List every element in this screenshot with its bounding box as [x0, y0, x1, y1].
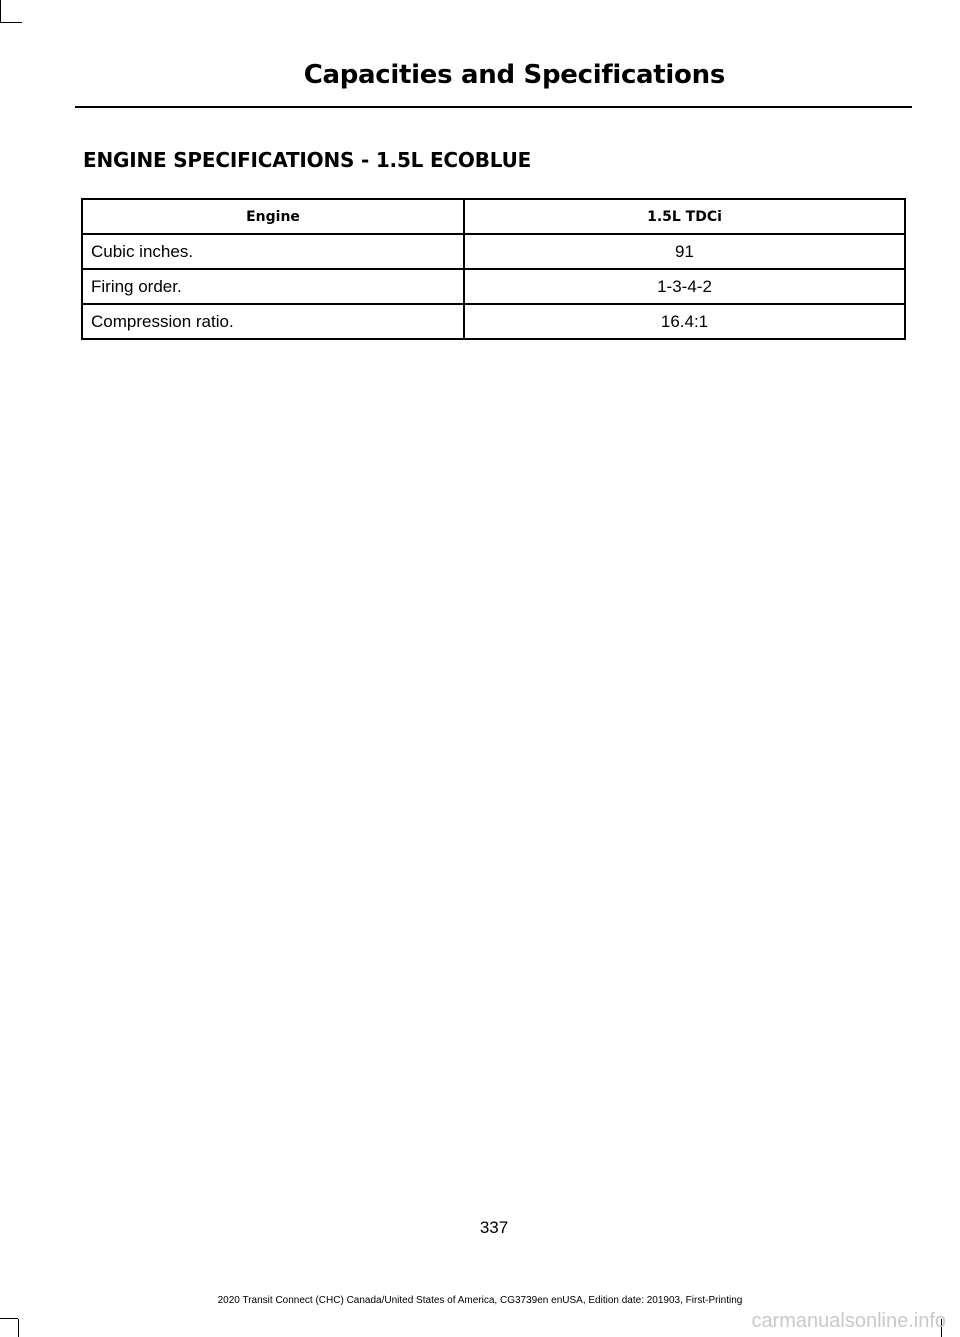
- watermark: carmanualsonline.info: [751, 1310, 946, 1332]
- crop-mark: [0, 1318, 18, 1319]
- header-divider: [75, 106, 912, 108]
- row-label: Compression ratio.: [82, 304, 464, 339]
- edition-footer: 2020 Transit Connect (CHC) Canada/United States of America, CG3739en enUSA, Edition date: 201903, First-Printing: [217, 1295, 743, 1306]
- row-label: Cubic inches.: [82, 234, 464, 269]
- row-value: 16.4:1: [464, 304, 905, 339]
- table-row: [82, 269, 905, 304]
- column-header-engine-type: 1.5L TDCi: [464, 199, 905, 234]
- row-value: 1-3-4-2: [464, 269, 905, 304]
- table-row: [82, 234, 905, 269]
- table-row: [82, 304, 905, 339]
- engine-spec-table: [81, 198, 906, 340]
- crop-mark: [0, 22, 22, 23]
- crop-mark: [0, 0, 1, 22]
- table-header-row: [82, 199, 905, 234]
- crop-mark: [18, 1319, 19, 1337]
- row-label: Firing order.: [82, 269, 464, 304]
- row-value: 91: [464, 234, 905, 269]
- column-header-engine: Engine: [82, 199, 464, 234]
- page-heading: ENGINE SPECIFICATIONS - 1.5L ECOBLUE: [83, 148, 532, 172]
- section-title: Capacities and Specifications: [303, 60, 725, 90]
- page-number: 337: [479, 1218, 509, 1237]
